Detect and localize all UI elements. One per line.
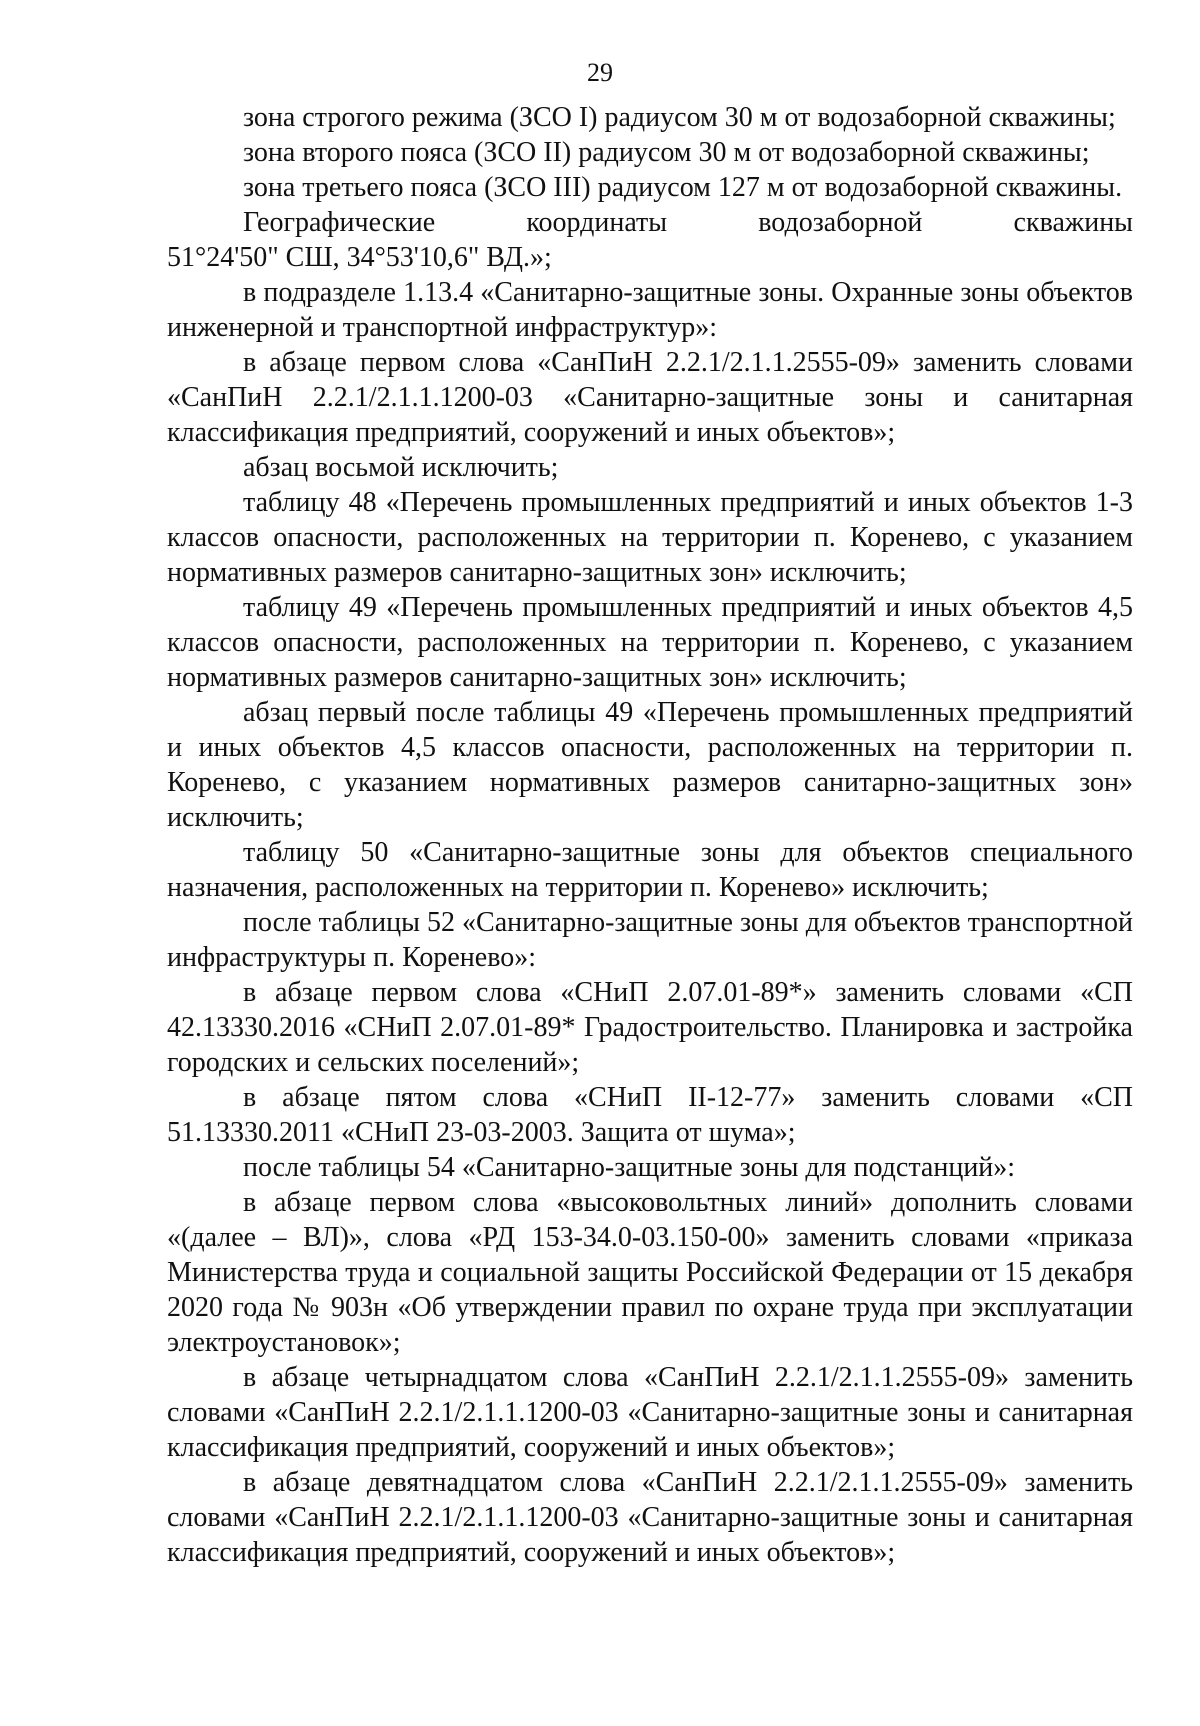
paragraph-13: в абзаце первом слова «СНиП 2.07.01-89*» заменить словами «СП 42.13330.2016 «СНиП 2.07.01-89* Градостроительство. Планировка и застройка городских и сельских поселений»; <box>167 977 1133 1078</box>
paragraph-5: в подразделе 1.13.4 «Санитарно-защитные зоны. Охранные зоны объектов инженерной и транспортной инфраструктур»: <box>167 277 1133 343</box>
paragraph-14: в абзаце пятом слова «СНиП II-12-77» заменить словами «СП 51.13330.2011 «СНиП 23-03-2003. Защита от шума»; <box>167 1082 1133 1148</box>
paragraph-12: после таблицы 52 «Санитарно-защитные зоны для объектов транспортной инфраструктуры п. Коренево»: <box>167 907 1133 973</box>
paragraph-10: абзац первый после таблицы 49 «Перечень промышленных предприятий и иных объектов 4,5 классов опасности, расположенных на территории п. Коренево, с указанием нормативных размеров санитарно-защитных зон» исключить; <box>167 697 1133 833</box>
paragraph-3: зона третьего пояса (ЗСО III) радиусом 127 м от водозаборной скважины. <box>243 172 1123 203</box>
paragraph-2: зона второго пояса (ЗСО II) радиусом 30 м от водозаборной скважины; <box>243 137 1090 168</box>
paragraph-7: абзац восьмой исключить; <box>243 452 559 483</box>
paragraph-9: таблицу 49 «Перечень промышленных предприятий и иных объектов 4,5 классов опасности, расположенных на территории п. Коренево, с указанием нормативных размеров санитарно-защитных зон» исключить; <box>167 592 1133 693</box>
paragraph-1: зона строгого режима (ЗСО I) радиусом 30 м от водозаборной скважины; <box>243 102 1116 133</box>
paragraph-6: в абзаце первом слова «СанПиН 2.2.1/2.1.1.2555-09» заменить словами «СанПиН 2.2.1/2.1.1.1200-03 «Санитарно-защитные зоны и санитарная классификация предприятий, сооружений и иных объектов»; <box>167 347 1133 448</box>
paragraph-11: таблицу 50 «Санитарно-защитные зоны для объектов специального назначения, расположенных на территории п. Коренево» исключить; <box>167 837 1133 903</box>
paragraph-17: в абзаце четырнадцатом слова «СанПиН 2.2.1/2.1.1.2555-09» заменить словами «СанПиН 2.2.1/2.1.1.1200-03 «Санитарно-защитные зоны и санитарная классификация предприятий, сооружений и иных объектов»; <box>167 1362 1133 1463</box>
paragraph-8: таблицу 48 «Перечень промышленных предприятий и иных объектов 1-3 классов опасности, расположенных на территории п. Коренево, с указанием нормативных размеров санитарно-защитных зон» исключить; <box>167 487 1133 588</box>
geo-coordinates-line-1: Географические координаты водозаборной скважины <box>243 207 1133 238</box>
page-number: 29 <box>587 58 613 87</box>
geo-coordinates-line-2: 51°24'50" СШ, 34°53'10,6" ВД.»; <box>167 242 552 273</box>
paragraph-18: в абзаце девятнадцатом слова «СанПиН 2.2.1/2.1.1.2555-09» заменить словами «СанПиН 2.2.1/2.1.1.1200-03 «Санитарно-защитные зоны и санитарная классификация предприятий, сооружений и иных объектов»; <box>167 1467 1133 1568</box>
document-body <box>167 100 1133 1570</box>
paragraph-4 <box>167 205 1133 275</box>
paragraph-16: в абзаце первом слова «высоковольтных линий» дополнить словами «(далее – ВЛ)», слова «РД 153-34.0-03.150-00» заменить словами «приказа Министерства труда и социальной защиты Российской Федерации от 15 декабря 2020 года № 903н «Об утверждении правил по охране труда при эксплуатации электроустановок»; <box>167 1187 1133 1358</box>
paragraph-15: после таблицы 54 «Санитарно-защитные зоны для подстанций»: <box>243 1152 1016 1183</box>
